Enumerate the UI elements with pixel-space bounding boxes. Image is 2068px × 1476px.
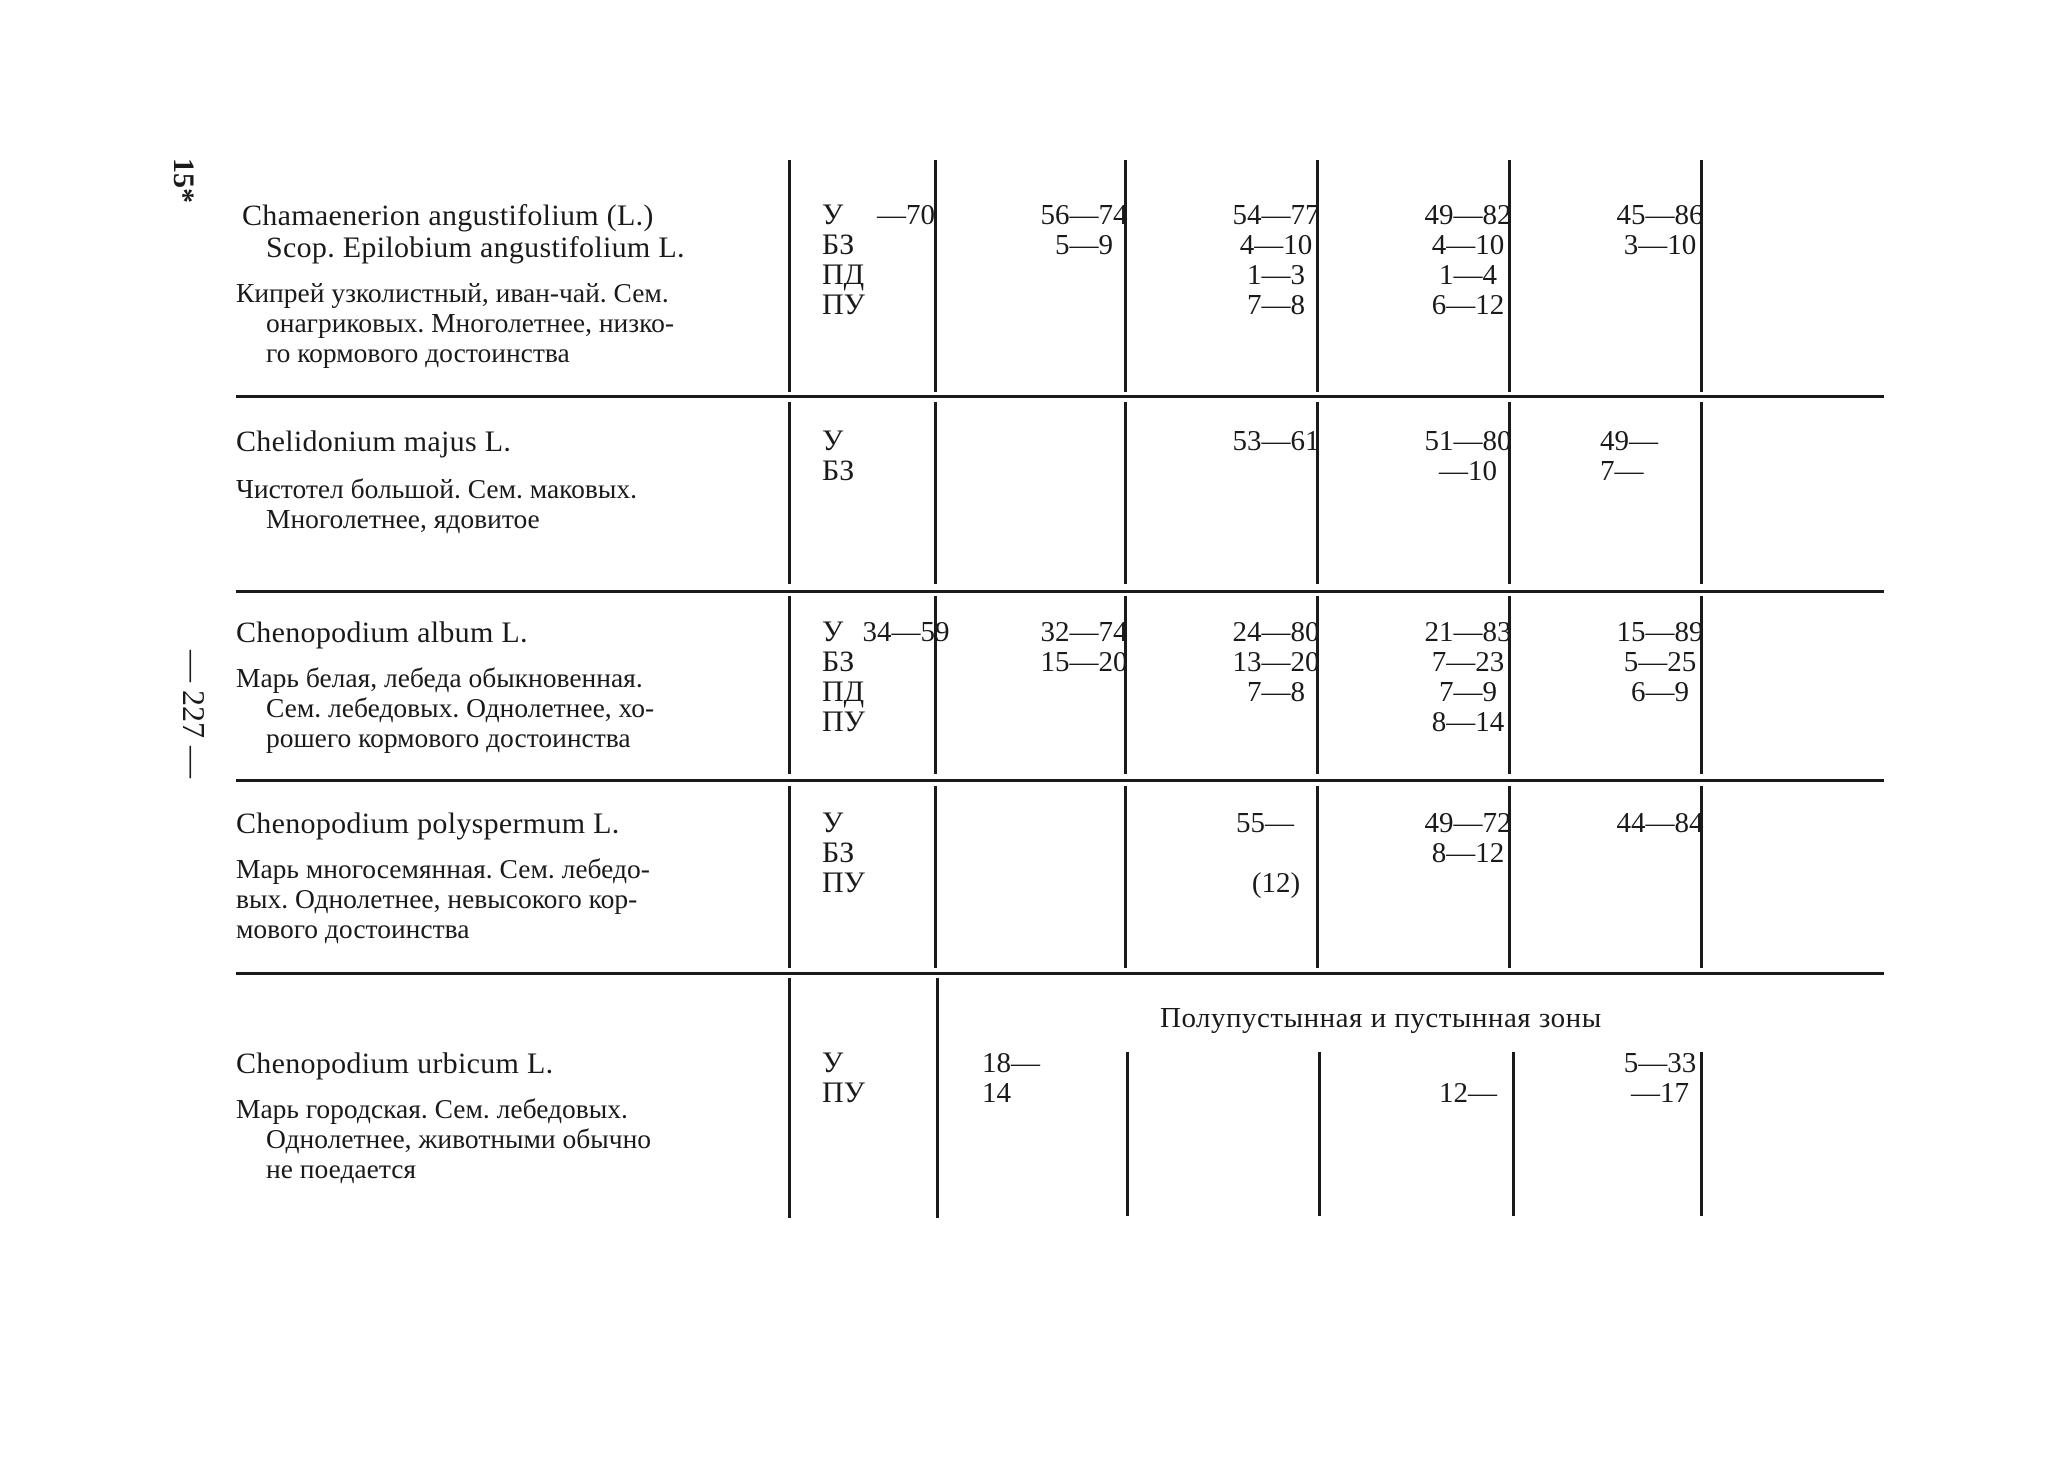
description: Кипрей узколистный, иван-чай. Сем. онагриковых. Многолетнее, низко- го кормового достоинства bbox=[236, 277, 674, 368]
value-cell: 54—77 4—10 1—3 7—8 bbox=[1232, 199, 1320, 321]
column-divider bbox=[936, 978, 939, 1218]
latin-name: Chamaenerion angustifolium (L.) Scop. Epilobium angustifolium L. bbox=[242, 199, 685, 264]
value-cell: 21—83 7—23 7—9 8—14 bbox=[1424, 616, 1512, 738]
value-cell: 45—86 3—10 bbox=[1616, 199, 1704, 261]
latin-name: Chenopodium album L. bbox=[236, 616, 528, 649]
column-divider bbox=[788, 596, 791, 774]
value-cell: 5—33 —17 bbox=[1623, 1047, 1697, 1109]
value-cell: 51—80 —10 bbox=[1424, 425, 1512, 487]
value-cell: 53—61 bbox=[1232, 425, 1320, 457]
sheet-signature: 15* bbox=[167, 158, 200, 203]
column-divider bbox=[788, 786, 791, 968]
description: Марь белая, лебеда обыкновенная. Сем. лебедовых. Однолетнее, хо- рошего кормового достоинства bbox=[236, 662, 655, 753]
column-divider bbox=[934, 160, 937, 392]
page-number: — 227 — bbox=[176, 650, 212, 778]
description: Марь многосемянная. Сем. лебедо- вых. Однолетнее, невысокого кор- мового достоинства bbox=[236, 853, 650, 944]
column-divider bbox=[1124, 402, 1127, 584]
description: Чистотел большой. Сем. маковых. Многолетнее, ядовитое bbox=[236, 473, 637, 534]
value-cell: 12— bbox=[1439, 1077, 1497, 1109]
row-separator bbox=[236, 972, 1884, 975]
value-cell: —70 bbox=[877, 199, 935, 231]
zone-codes: У ПУ bbox=[822, 1046, 865, 1109]
description: Марь городская. Сем. лебедовых. Однолетнее, животными обычно не поедается bbox=[236, 1093, 652, 1184]
column-divider bbox=[934, 786, 937, 968]
value-cell: 49—82 4—10 1—4 6—12 bbox=[1424, 199, 1512, 321]
value-cell: 32—74 15—20 bbox=[1040, 616, 1128, 678]
latin-name: Chenopodium urbicum L. bbox=[236, 1047, 554, 1080]
column-divider bbox=[1318, 1052, 1321, 1216]
zone-codes: У БЗ ПУ bbox=[822, 806, 865, 899]
value-cell: 49— 7— bbox=[1600, 425, 1658, 487]
value-cell: 44—84 bbox=[1616, 807, 1704, 839]
column-divider bbox=[788, 160, 791, 392]
value-cell: 34—59 bbox=[862, 616, 950, 648]
column-divider bbox=[934, 402, 937, 584]
value-cell: 15—89 5—25 6—9 bbox=[1616, 616, 1704, 708]
value-cell: 24—80 13—20 7—8 bbox=[1232, 616, 1320, 708]
column-divider bbox=[1124, 786, 1127, 968]
column-divider bbox=[788, 978, 791, 1218]
latin-name: Chenopodium polyspermum L. bbox=[236, 807, 620, 840]
row-separator bbox=[236, 395, 1884, 398]
column-divider bbox=[788, 402, 791, 584]
value-cell: 18— 14 bbox=[982, 1047, 1040, 1109]
row-separator bbox=[236, 779, 1884, 782]
row-separator bbox=[236, 590, 1884, 593]
column-divider bbox=[1700, 160, 1703, 392]
latin-name: Chelidonium majus L. bbox=[236, 425, 512, 458]
value-cell: 55— (12) bbox=[1236, 807, 1301, 899]
zone-codes: У БЗ ПД ПУ bbox=[822, 615, 865, 738]
value-cell: 49—72 8—12 bbox=[1424, 807, 1512, 869]
value-cell: 56—74 5—9 bbox=[1040, 199, 1128, 261]
zone-codes: У БЗ ПД ПУ bbox=[822, 198, 865, 321]
zone-codes: У БЗ bbox=[822, 424, 855, 487]
zone-caption: Полупустынная и пустынная зоны bbox=[1160, 1002, 1602, 1034]
column-divider bbox=[1124, 160, 1127, 392]
